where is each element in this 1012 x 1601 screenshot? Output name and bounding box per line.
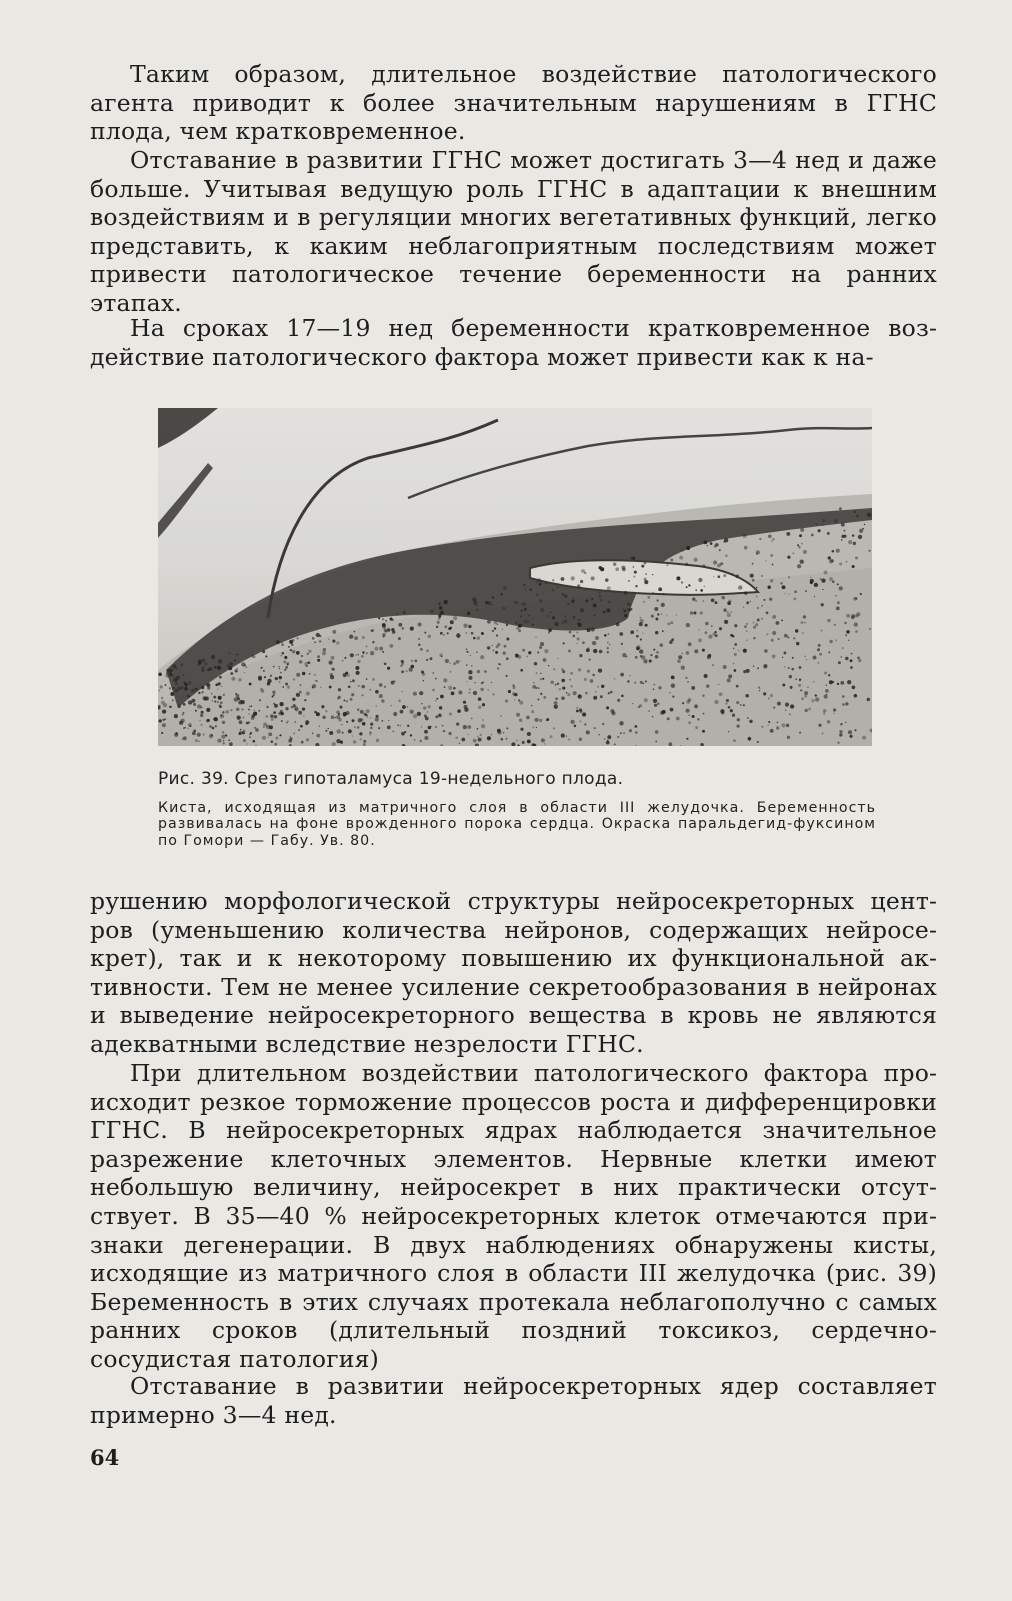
- figure-caption: Киста, исходящая из матричного слоя в области III желудочка. Беременность развивалась на фоне врожденного порока сердца. Окраска паральдегид-фуксином по Гомори — Габу. Ув. 80.: [158, 800, 876, 849]
- paragraph-3: На сроках 17—19 нед беременности кратковременное воздействие патологического фактора может привести как к на-: [90, 314, 937, 371]
- paragraph-5: При длительном воздействии патологического фактора происходит резкое торможение процессов роста и дифференцировки ГГНС. В нейросекреторных ядрах наблюдается значительное разрежение клеточных элементов. Нервные клетки имеют небольшую величину, нейросекрет в них практически отсутствует. В 35—40 % нейросекреторных клеток отмечаются признаки дегенерации. В двух наблюдениях обнаружены кисты, исходящие из матричного слоя в области III желудочка (рис. 39) Беременность в этих случаях протекала неблагополучно с самых ранних сроков (длительный поздний токсикоз, сердечно-сосудистая патология): [90, 1059, 937, 1373]
- paragraph-2: Отставание в развитии ГГНС может достигать 3—4 нед и даже больше. Учитывая ведущую роль ГГНС в адаптации к внешним воздействиям и в регуляции многих вегетативных функций, легко представить, к каким неблагоприятным последствиям может привести патологическое течение беременности на ранних этапах.: [90, 146, 937, 317]
- micrograph-image: [158, 408, 872, 746]
- paragraph-4: рушению морфологической структуры нейросекреторных центров (уменьшению количества нейронов, содержащих нейросекрет), так и к некоторому повышению их функциональной активности. Тем не менее усиление секретообразования в нейронах и выведение нейросекреторного вещества в кровь не являются адекватными вследствие незрелости ГГНС.: [90, 887, 937, 1058]
- page-number: 64: [90, 1445, 120, 1470]
- micrograph-figure: [158, 408, 872, 746]
- paragraph-1: Таким образом, длительное воздействие патологического агента приводит к более значительным нарушениям в ГГНС плода, чем кратковременное.: [90, 60, 937, 146]
- paragraph-6: Отставание в развитии нейросекреторных ядер составляет примерно 3—4 нед.: [90, 1372, 937, 1429]
- figure-title: Рис. 39. Срез гипоталамуса 19-недельного плода.: [158, 769, 624, 789]
